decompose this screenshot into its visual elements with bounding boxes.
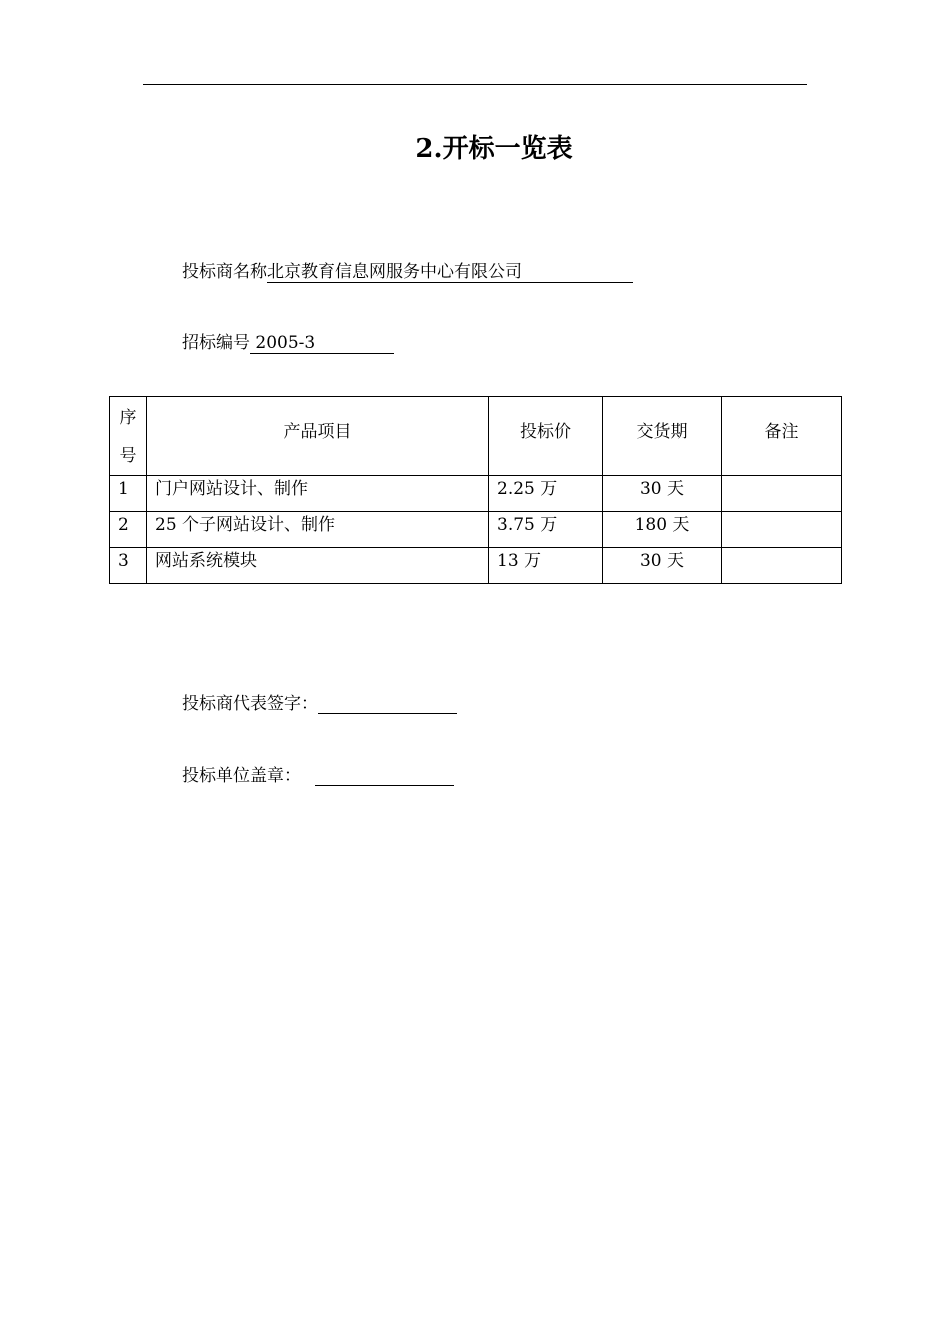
table-header-row (110, 397, 842, 476)
header-item: 产品项目 (147, 397, 489, 476)
header-seq (110, 397, 147, 476)
header-seq-line1: 序 (119, 408, 137, 428)
bidder-name-value: 北京教育信息网服务中心有限公司 (267, 262, 633, 283)
header-remark: 备注 (722, 397, 842, 476)
tender-number-value (250, 333, 394, 354)
cell-item: 门户网站设计、制作 (147, 476, 489, 512)
table-row (110, 512, 842, 548)
cell-delivery: 30 天 (603, 548, 722, 584)
cell-price: 2.25 万 (489, 476, 603, 512)
representative-signature-label: 投标商代表签字： (182, 694, 318, 714)
cell-seq: 3 (110, 548, 147, 584)
representative-signature (182, 689, 457, 714)
company-seal-label: 投标单位盖章： (182, 766, 301, 786)
cell-delivery: 30 天 (603, 476, 722, 512)
tender-number-text: 2005-3 (255, 333, 316, 353)
tender-number-label: 招标编号 (182, 333, 250, 353)
company-seal-line (315, 767, 454, 786)
cell-remark (722, 476, 842, 512)
cell-price: 3.75 万 (489, 512, 603, 548)
cell-item: 网站系统模块 (147, 548, 489, 584)
cell-seq: 1 (110, 476, 147, 512)
cell-remark (722, 548, 842, 584)
bidder-name-label: 投标商名称 (182, 262, 267, 282)
header-rule (143, 84, 807, 85)
header-price: 投标价 (489, 397, 603, 476)
table-row (110, 476, 842, 512)
header-delivery: 交货期 (603, 397, 722, 476)
cell-price: 13 万 (489, 548, 603, 584)
company-seal (182, 761, 454, 786)
cell-delivery: 180 天 (603, 512, 722, 548)
header-seq-line2: 号 (119, 446, 137, 466)
cell-remark (722, 512, 842, 548)
bidder-name-field (182, 257, 633, 283)
tender-number-field (182, 328, 394, 354)
cell-seq: 2 (110, 512, 147, 548)
representative-signature-line (318, 695, 457, 714)
document-title: 2.开标一览表 (415, 134, 573, 164)
table-row (110, 548, 842, 584)
bid-opening-table (109, 396, 842, 584)
cell-item: 25 个子网站设计、制作 (147, 512, 489, 548)
